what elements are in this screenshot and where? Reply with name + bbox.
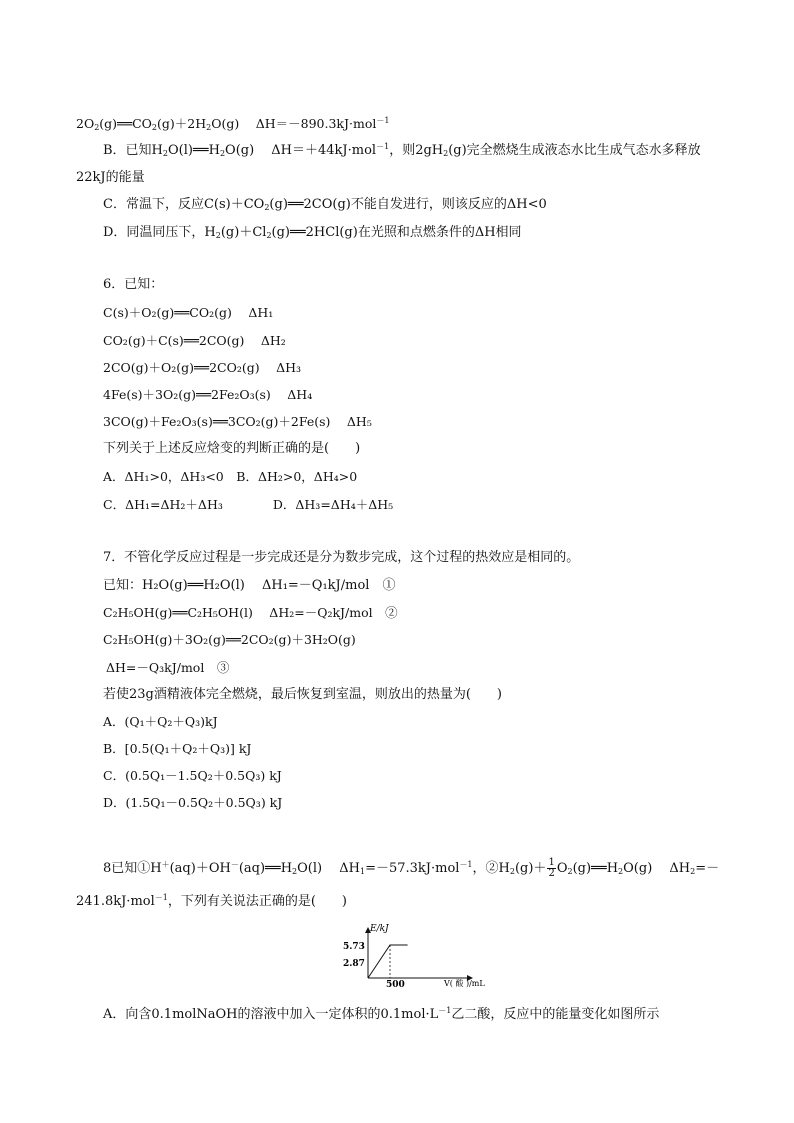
- y-tick-label: 5.73: [343, 942, 365, 952]
- q6-question: 下列关于上述反应焓变的判断正确的是( ): [103, 441, 361, 456]
- energy-volume-graph: [330, 920, 490, 988]
- energy-series-line: [368, 945, 408, 978]
- q6-reaction-3: 2CO(g)＋O₂(g)══2CO₂(g) ΔH₃: [103, 360, 302, 375]
- q7-heading: 7．不管化学反应过程是一步完成还是分为数步完成，这个过程的热效应是相同的。: [103, 550, 580, 565]
- q6-options-ab: A．ΔH₁>0，ΔH₃<0 B．ΔH₂>0，ΔH₄>0: [103, 469, 358, 484]
- one-half-fraction: $\frac{1}{2}$: [548, 857, 555, 879]
- q6-options-cd: C．ΔH₁=ΔH₂＋ΔH₃ D．ΔH₃=ΔH₄＋ΔH₅: [103, 497, 394, 512]
- q8-option-a: A．向含0.1molNaOH的溶液中加入一定体积的$0.1mol\cdot L^{-1}$乙二酸，反应中的能量变化如图所示: [103, 1006, 660, 1022]
- y-tick-label: 2.87: [343, 959, 365, 969]
- q8-line-1: 8已知$①H^+(aq)+OH^-(aq)══H_2O(l)$ $\Delta H_1=-57.3kJ\cdot mol^{-1}$，$②H_2(g)+$ $\frac{1}{2}$ $O_2(g)══H_2O(g)$ $\Delta H_2=-$: [103, 857, 720, 879]
- q5-option-b: B．已知$H_2O(l)══H_2O(g)$ ΔH＝＋44kJ·mol$^{-1}$，则$2gH_2(g)$完全燃烧生成液态水比生成气态水多释放: [103, 142, 701, 158]
- q6-reaction-2: CO₂(g)＋C(s)══2CO(g) ΔH₂: [103, 333, 286, 348]
- x-axis-label: V( 酸 )/mL: [444, 979, 485, 988]
- q5-option-d: D．同温同压下，$H_2(g)+Cl_2(g)══2HCl(g)$在光照和点燃条件的ΔH相同: [103, 225, 522, 240]
- q7-option-a: A．(Q₁＋Q₂＋Q₃)kJ: [103, 714, 218, 729]
- q7-option-c: C．(0.5Q₁－1.5Q₂＋0.5Q₃) kJ: [103, 768, 282, 783]
- q7-option-d: D．(1.5Q₁－0.5Q₂＋0.5Q₃) kJ: [103, 795, 283, 810]
- q7-option-b: B．[0.5(Q₁＋Q₂＋Q₃)] kJ: [103, 741, 252, 756]
- q7-known-1: 已知：H₂O(g)══H₂O(l) ΔH₁=－Q₁kJ/mol ①: [103, 578, 396, 593]
- q7-known-4: ΔH=－Q₃kJ/mol ③: [106, 660, 230, 675]
- q8-line-2: 241.8kJ·mol$^{-1}$，下列有关说法正确的是( ): [76, 893, 347, 909]
- q6-reaction-5: 3CO(g)＋Fe₂O₃(s)══3CO₂(g)＋2Fe(s) ΔH₅: [103, 414, 372, 429]
- q5-reaction-line: $2O_2(g)══CO_2(g)+2H_2O(g)$ ΔH＝－890.3kJ·mol$^{-1}$: [76, 116, 390, 132]
- q6-reaction-4: 4Fe(s)＋3O₂(g)══2Fe₂O₃(s) ΔH₄: [103, 387, 313, 402]
- q7-known-2: C₂H₅OH(g)══C₂H₅OH(l) ΔH₂=－Q₂kJ/mol ②: [103, 605, 398, 620]
- q5-option-b-line2: 22kJ的能量: [76, 170, 145, 185]
- x-tick-label: 500: [386, 980, 405, 988]
- q7-known-3: C₂H₅OH(g)＋3O₂(g)══2CO₂(g)＋3H₂O(g): [103, 632, 356, 647]
- y-axis-label: E/kJ: [370, 924, 389, 934]
- q5-option-c: C．常温下，反应$C(s)+CO_2(g)══2CO(g)$不能自发进行，则该反应的ΔH<0: [103, 197, 547, 212]
- q7-question: 若使23g酒精液体完全燃烧，最后恢复到室温，则放出的热量为( ): [103, 687, 503, 702]
- q6-heading: 6．已知：: [103, 277, 164, 292]
- q6-reaction-1: C(s)＋O₂(g)══CO₂(g) ΔH₁: [103, 305, 274, 320]
